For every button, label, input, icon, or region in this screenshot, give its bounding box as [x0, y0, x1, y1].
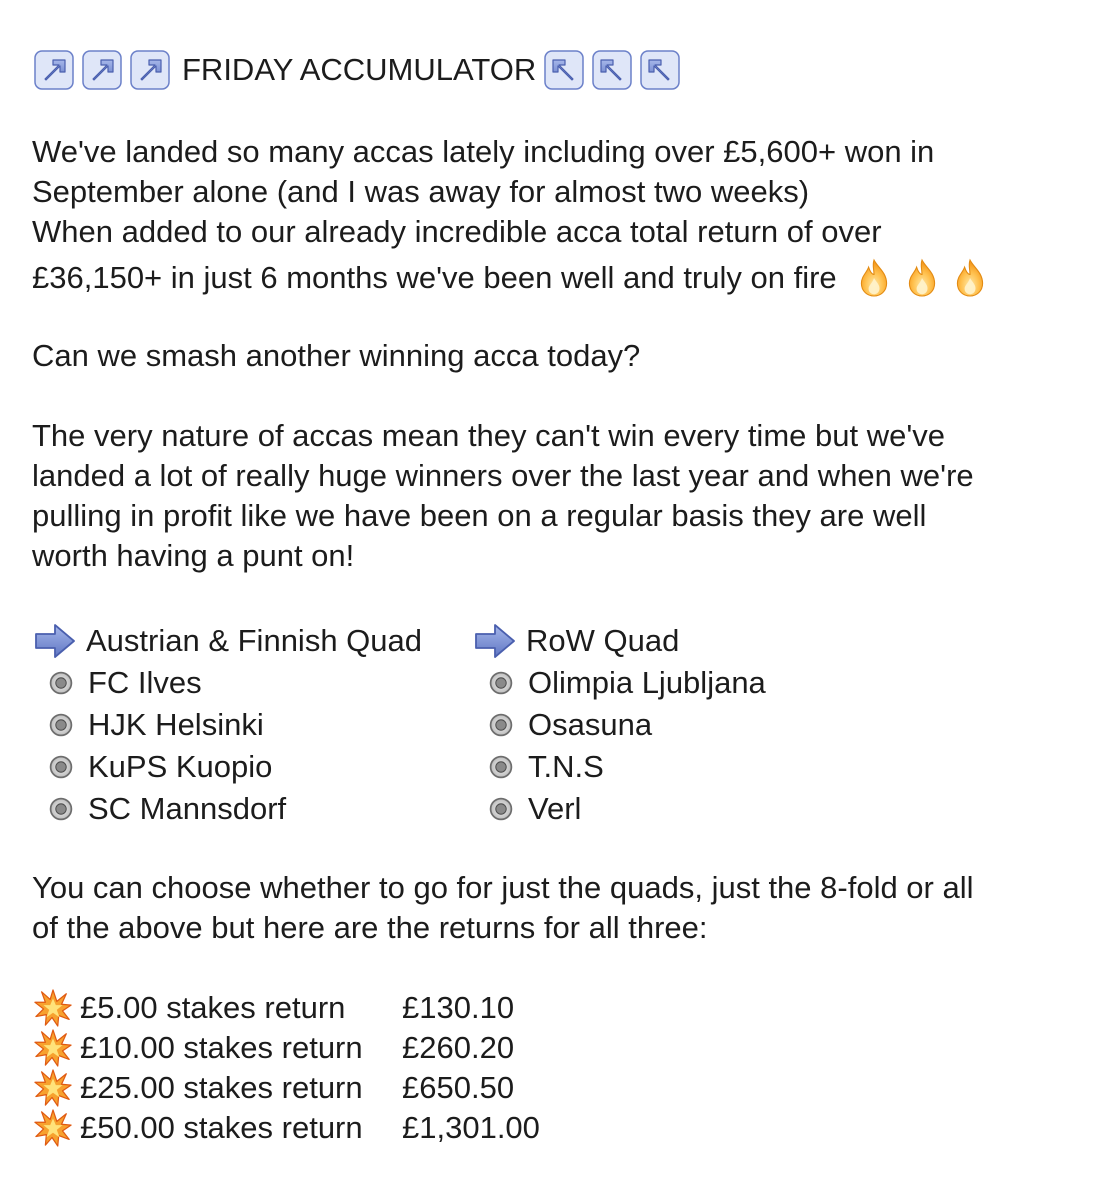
- list-item: [32, 746, 472, 788]
- stake-return-value: £130.10: [402, 990, 515, 1025]
- right-arrow-icon: [32, 621, 78, 661]
- up-right-arrow-icon: [80, 50, 124, 90]
- team-name: HJK Helsinki: [88, 707, 264, 742]
- team-name: SC Mannsdorf: [88, 791, 287, 826]
- stake-row: [32, 1028, 1082, 1068]
- list-item: [32, 788, 472, 830]
- list-item: [472, 746, 922, 788]
- nature-line: The very nature of accas mean they can't win every time but we've: [32, 418, 945, 453]
- intro-fire-line: [32, 252, 1082, 304]
- post-body: [32, 48, 1082, 1148]
- quad-heading-row: [32, 620, 472, 662]
- right-arrow-icon: [472, 621, 518, 661]
- fire-icon: [899, 256, 945, 300]
- team-name: T.N.S: [528, 749, 604, 784]
- radio-button-icon: [486, 794, 516, 824]
- list-item: [472, 662, 922, 704]
- team-name: Verl: [528, 791, 582, 826]
- stake-return-value: £650.50: [402, 1070, 515, 1105]
- quad-column: [32, 620, 472, 830]
- quad-column: [472, 620, 922, 830]
- list-item: [32, 662, 472, 704]
- quad-heading: RoW Quad: [526, 623, 680, 658]
- intro-paragraph: [32, 132, 1082, 252]
- stake-label: £10.00 stakes return: [80, 1030, 363, 1065]
- fire-icon: [851, 256, 897, 300]
- team-name: Olimpia Ljubljana: [528, 665, 766, 700]
- list-item: [472, 788, 922, 830]
- radio-button-icon: [46, 710, 76, 740]
- radio-button-icon: [46, 794, 76, 824]
- up-right-arrow-icon: [32, 50, 76, 90]
- nature-line: pulling in profit like we have been on a regular basis they are well: [32, 498, 927, 533]
- up-left-arrow-icon: [542, 50, 586, 90]
- question-paragraph: [32, 336, 1082, 376]
- quad-heading: Austrian & Finnish Quad: [86, 623, 423, 658]
- fire-icon: [947, 256, 993, 300]
- nature-line: landed a lot of really huge winners over the last year and when we're: [32, 458, 974, 493]
- nature-line: worth having a punt on!: [32, 538, 355, 573]
- nature-paragraph: [32, 416, 1082, 576]
- radio-button-icon: [46, 752, 76, 782]
- up-left-arrow-icon: [590, 50, 634, 90]
- post-title: FRIDAY ACCUMULATOR: [182, 52, 537, 87]
- quads-section: [32, 620, 1082, 830]
- stake-return-value: £260.20: [402, 1030, 515, 1065]
- radio-button-icon: [46, 668, 76, 698]
- intro-line: We've landed so many accas lately including over £5,600+ won in: [32, 134, 935, 169]
- choose-line: of the above but here are the returns for all three:: [32, 910, 708, 945]
- stakes-list: [32, 988, 1082, 1148]
- up-left-arrow-icon: [638, 50, 682, 90]
- collision-icon: [32, 1068, 74, 1108]
- radio-button-icon: [486, 668, 516, 698]
- stake-row: [32, 1068, 1082, 1108]
- stake-label: £5.00 stakes return: [80, 990, 346, 1025]
- intro-fire-text: £36,150+ in just 6 months we've been well and truly on fire: [32, 260, 837, 295]
- radio-button-icon: [486, 710, 516, 740]
- stake-row: [32, 988, 1082, 1028]
- quad-heading-row: [472, 620, 922, 662]
- up-right-arrow-icon: [128, 50, 172, 90]
- collision-icon: [32, 1108, 74, 1148]
- team-name: FC Ilves: [88, 665, 202, 700]
- collision-icon: [32, 988, 74, 1028]
- collision-icon: [32, 1028, 74, 1068]
- choose-paragraph: [32, 868, 1082, 948]
- intro-line: When added to our already incredible acca total return of over: [32, 214, 882, 249]
- radio-button-icon: [486, 752, 516, 782]
- stake-label: £25.00 stakes return: [80, 1070, 363, 1105]
- list-item: [32, 704, 472, 746]
- list-item: [472, 704, 922, 746]
- team-name: KuPS Kuopio: [88, 749, 273, 784]
- post-title-row: [32, 48, 1082, 92]
- stake-label: £50.00 stakes return: [80, 1110, 363, 1145]
- stake-return-value: £1,301.00: [402, 1110, 540, 1145]
- intro-line: September alone (and I was away for almost two weeks): [32, 174, 810, 209]
- team-name: Osasuna: [528, 707, 653, 742]
- question-text: Can we smash another winning acca today?: [32, 338, 641, 373]
- stake-row: [32, 1108, 1082, 1148]
- choose-line: You can choose whether to go for just the quads, just the 8-fold or all: [32, 870, 974, 905]
